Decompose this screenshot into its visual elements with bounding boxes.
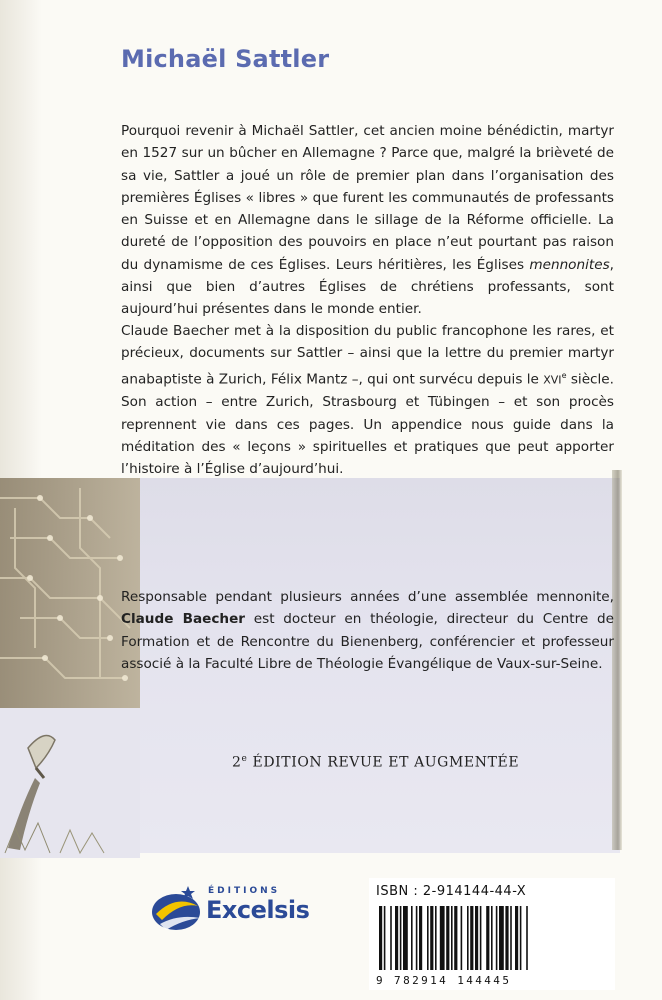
barcode-bar — [461, 906, 463, 970]
barcode-bar — [510, 906, 512, 970]
paragraph2-century: XVI — [543, 373, 562, 387]
barcode-bar — [446, 906, 449, 970]
author-name: Claude Baecher — [121, 611, 246, 628]
barcode-bar — [454, 906, 457, 970]
decorative-illustration — [0, 478, 140, 858]
paragraph1-italic: mennonites — [529, 256, 610, 273]
circuit-sword-illustration — [0, 478, 140, 858]
publisher-swoosh-icon — [148, 880, 208, 940]
logo-small-text: ÉDITIONS — [208, 886, 281, 896]
paragraph2-century-sup: e — [561, 370, 567, 380]
paragraph2-text-a: Claude Baecher met à la disposition du public francophone les rares, et précieux, documents sur Sattler – ainsi que la lettre du premier martyr anabaptiste à Zurich, Félix Mantz –, qui ont survécu depuis le — [121, 323, 614, 388]
barcode-bar — [496, 906, 498, 970]
barcode-bar — [480, 906, 482, 970]
summary-paragraph-1 — [121, 120, 614, 321]
barcode-bar — [395, 906, 398, 970]
barcode-bar — [435, 906, 437, 970]
barcode-bar — [430, 906, 433, 970]
isbn-text: ISBN : 2-914144-44-X — [376, 884, 527, 899]
edition-sup: e — [241, 754, 248, 764]
paragraph1-text-b: , ainsi que bien d’autres Églises de chrétiens professants, sont aujourd’hui présentes dans le monde entier. — [121, 256, 614, 318]
barcode-bar — [475, 906, 478, 970]
barcode-bar — [470, 906, 473, 970]
bio-text-a: Responsable pendant plusieurs années d’une assemblée mennonite, — [121, 589, 614, 605]
barcode-bar — [515, 906, 518, 970]
edition-text: ÉDITION REVUE ET AUGMENTÉE — [247, 754, 520, 771]
paragraph2-text-b: siècle. Son action – entre Zurich, Strasbourg et Tübingen – et son procès reprennent vie dans ces pages. Un appendice nous guide dans la méditation des « leçons » spirituelles et pratiques que peut apporter l’histoire à l’Église d’aujourd’hui. — [121, 371, 614, 478]
barcode-bar — [416, 906, 418, 970]
edition-note — [232, 754, 519, 771]
barcode-bar — [427, 906, 429, 970]
summary-paragraph-2 — [121, 320, 614, 481]
barcode-bar — [467, 906, 469, 970]
barcode-bar — [384, 906, 386, 970]
barcode-bar — [419, 906, 422, 970]
barcode-bar — [403, 906, 408, 970]
publisher-logo — [148, 880, 318, 940]
barcode-bar — [526, 906, 528, 970]
barcode-bar — [411, 906, 413, 970]
paragraph1-text-a: Pourquoi revenir à Michaël Sattler, cet ancien moine bénédictin, martyr en 1527 sur un bûcher en Allemagne ? Parce que, malgré la brièveté de sa vie, Sattler a joué un rôle de premier plan dans l’organisation des premières Églises « libres » que furent les communautés de professants en Suisse et en Allemagne dans le sillage de la Réforme officielle. La dureté de l’opposition des pouvoirs en place n’eut pourtant pas raison du dynamisme de ces Églises. Leurs héritières, les Églises — [121, 123, 614, 273]
barcode-bar — [379, 906, 382, 970]
barcode-bar — [499, 906, 504, 970]
book-title: Michaël Sattler — [121, 45, 330, 73]
edition-number: 2 — [232, 754, 242, 771]
author-biography — [121, 586, 614, 675]
barcode-bar — [505, 906, 508, 970]
logo-main-text: Excelsis — [206, 896, 310, 924]
barcode-digits: 9 782914 144445 — [376, 974, 512, 987]
barcode-bar — [491, 906, 493, 970]
barcode-bar — [486, 906, 489, 970]
barcode-bar — [520, 906, 522, 970]
barcode-bar — [390, 906, 392, 970]
barcode-bar — [451, 906, 453, 970]
bio-text-b: est docteur en théologie, directeur du Centre de Formation et de Rencontre du Bienenberg, conférencier et professeur associé à la Faculté Libre de Théologie Évangélique de Vaux-sur-Seine. — [121, 611, 614, 672]
barcode-bar — [400, 906, 402, 970]
barcode-bar — [440, 906, 445, 970]
